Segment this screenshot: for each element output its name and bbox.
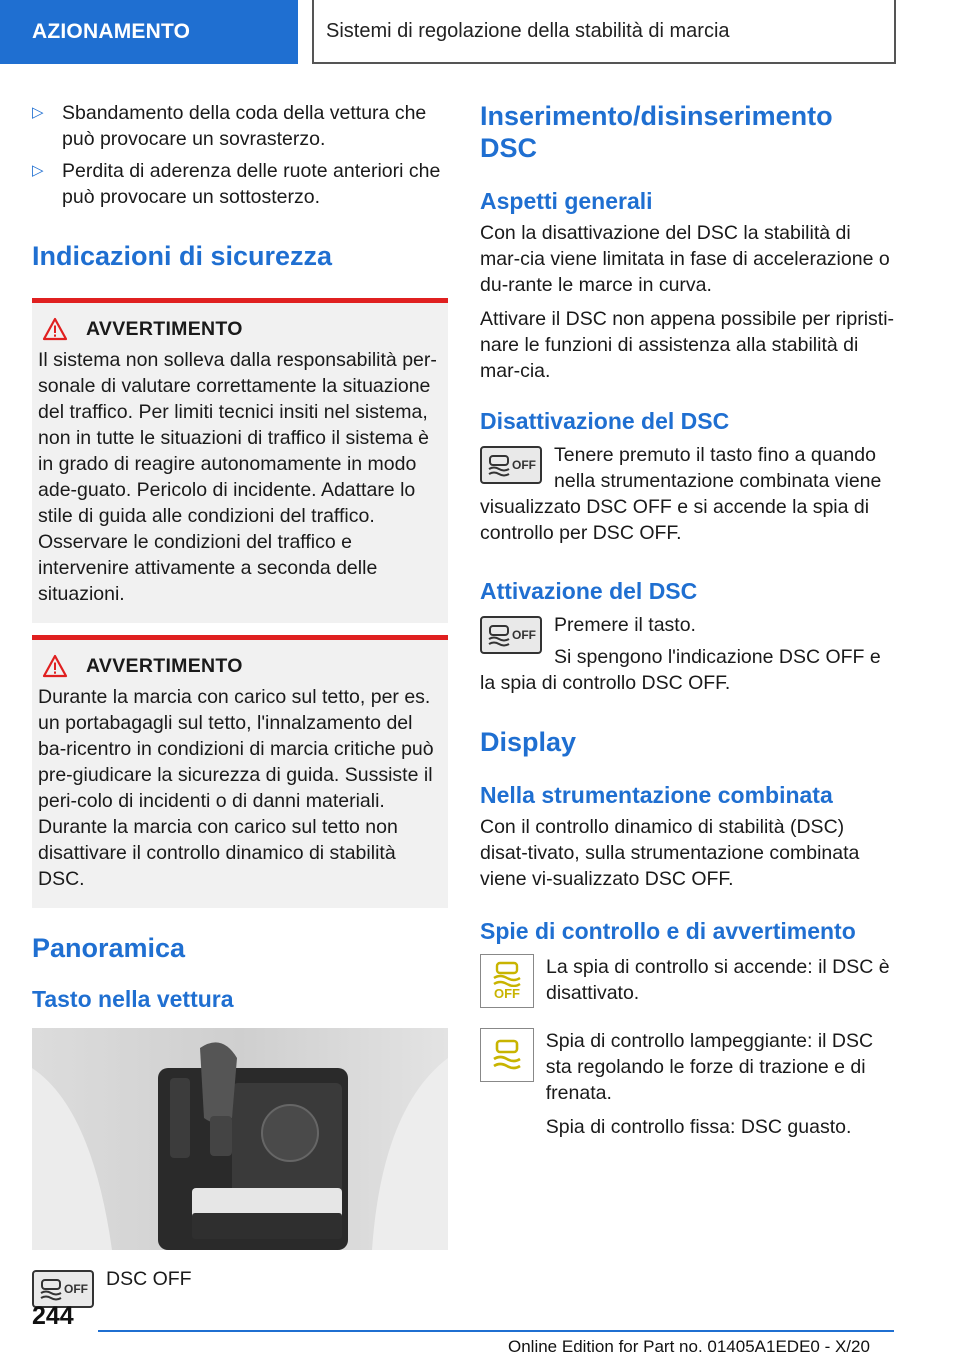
off-text: OFF <box>512 458 536 472</box>
dsc-off-legend <box>32 1270 448 1308</box>
off-text: OFF <box>494 986 520 1001</box>
bullet-text: Perdita di aderenza delle ruote anteriori che può provocare un sottosterzo. <box>62 160 441 208</box>
car-skid-icon <box>38 1277 64 1301</box>
warning-box <box>32 298 448 623</box>
lamp-row-dsc <box>480 1028 896 1140</box>
off-text: OFF <box>64 1282 88 1296</box>
right-column <box>480 100 896 1140</box>
cluster-heading: Nella strumentazione combinata <box>480 782 833 808</box>
dsc-off-label: DSC OFF <box>106 1268 192 1290</box>
activation-text-2: Si spengono l'indicazione DSC OFF e la spia di controllo DSC OFF. <box>480 646 881 694</box>
car-skid-icon <box>489 1037 525 1073</box>
warning-text: Il sistema non solleva dalla responsabilità per-sonale di valutare correttamente la situazione del traffico. Per limiti tecnici insiti nel sistema, non in tutte le situazioni di traffico il sistema è in grado di reagire autonomamente in modo ade-guato. Pericolo di incidente. Adattare lo stile di guida alle condizioni del traffico. Osservare le condizioni del traffico e intervenire attivamente a seconda delle situazioni. <box>38 349 437 605</box>
footer-edition: Online Edition for Part no. 01405A1EDE0 - X/20 <box>508 1337 870 1356</box>
overview-heading: Panoramica <box>32 933 186 963</box>
triangle-bullet-icon: ▷ <box>32 162 44 179</box>
warning-title: AVVERTIMENTO <box>86 317 243 340</box>
lamp-row-off <box>480 954 896 1008</box>
general-text-1: Con la disattivazione del DSC la stabilità di mar-cia viene limitata in fase di accelerazione o du-rante le marce in curva. <box>480 222 890 296</box>
deactivation-text: Tenere premuto il tasto fino a quando nella strumentazione combinata viene visualizzato DSC OFF e si accende la spia di controllo per DSC OFF. <box>480 444 882 544</box>
deactivation-block <box>480 442 896 546</box>
dsc-off-button-icon <box>480 616 542 654</box>
general-text-2: Attivare il DSC non appena possibile per ripristi-nare le funzioni di assistenza alla stabilità di mar-cia. <box>480 308 895 382</box>
activation-text-1: Premere il tasto. <box>554 614 696 636</box>
car-skid-icon <box>486 453 512 477</box>
lamps-heading: Spie di controllo e di avvertimento <box>480 918 856 944</box>
warning-triangle-icon <box>42 654 68 678</box>
vehicle-console-photo <box>32 1028 448 1250</box>
activation-heading: Attivazione del DSC <box>480 578 698 604</box>
warning-text: Durante la marcia con carico sul tetto, per es. un portabagagli sul tetto, l'innalzamento del ba-ricentro in condizioni di marcia critiche può pre-giudicare la sicurezza di guida. Sussiste il peri-colo di incidenti o di danni materiali. Durante la marcia con carico sul tetto non disattivare il controllo dinamico di stabilità DSC. <box>38 686 434 890</box>
car-skid-icon <box>490 961 524 987</box>
car-skid-icon <box>486 623 512 647</box>
lamp-dsc-text-2: Spia di controllo fissa: DSC guasto. <box>545 1116 852 1138</box>
dsc-main-heading: Inserimento/disinserimento DSC <box>480 101 833 163</box>
off-text: OFF <box>512 628 536 642</box>
display-heading: Display <box>480 727 577 757</box>
activation-block <box>480 612 896 696</box>
lamp-dsc-text-1: Spia di controllo lampeggiante: il DSC sta regolando le forze di trazione e di frenata. <box>545 1030 874 1104</box>
warning-triangle-icon <box>42 317 68 341</box>
left-column <box>32 100 448 1308</box>
dsc-lamp-icon <box>480 1028 534 1082</box>
general-heading: Aspetti generali <box>480 188 653 214</box>
safety-heading: Indicazioni di sicurezza <box>32 241 333 271</box>
lamp-off-text: La spia di controllo si accende: il DSC è disattivato. <box>546 956 890 1004</box>
bullet-text: Sbandamento della coda della vettura che può provocare un sovrasterzo. <box>62 102 427 150</box>
warning-title: AVVERTIMENTO <box>86 654 243 677</box>
warning-box <box>32 635 448 908</box>
page-header-title <box>312 0 896 64</box>
chapter-tab: AZIONAMENTO <box>0 0 298 64</box>
dsc-off-button-icon <box>480 446 542 484</box>
console-illustration <box>32 1028 448 1250</box>
page-number: 244 <box>32 1302 74 1330</box>
list-item <box>32 100 448 152</box>
footer-divider <box>98 1330 894 1332</box>
button-heading: Tasto nella vettura <box>32 986 234 1012</box>
deactivation-heading: Disattivazione del DSC <box>480 408 730 434</box>
header-title-text: Sistemi di regolazione della stabilità di marcia <box>326 19 730 42</box>
triangle-bullet-icon: ▷ <box>32 104 44 121</box>
cluster-text: Con il controllo dinamico di stabilità (DSC) disat-tivato, sulla strumentazione combinata viene vi-sualizzato DSC OFF. <box>480 816 860 890</box>
dsc-off-lamp-icon <box>480 954 534 1008</box>
list-item <box>32 158 448 210</box>
